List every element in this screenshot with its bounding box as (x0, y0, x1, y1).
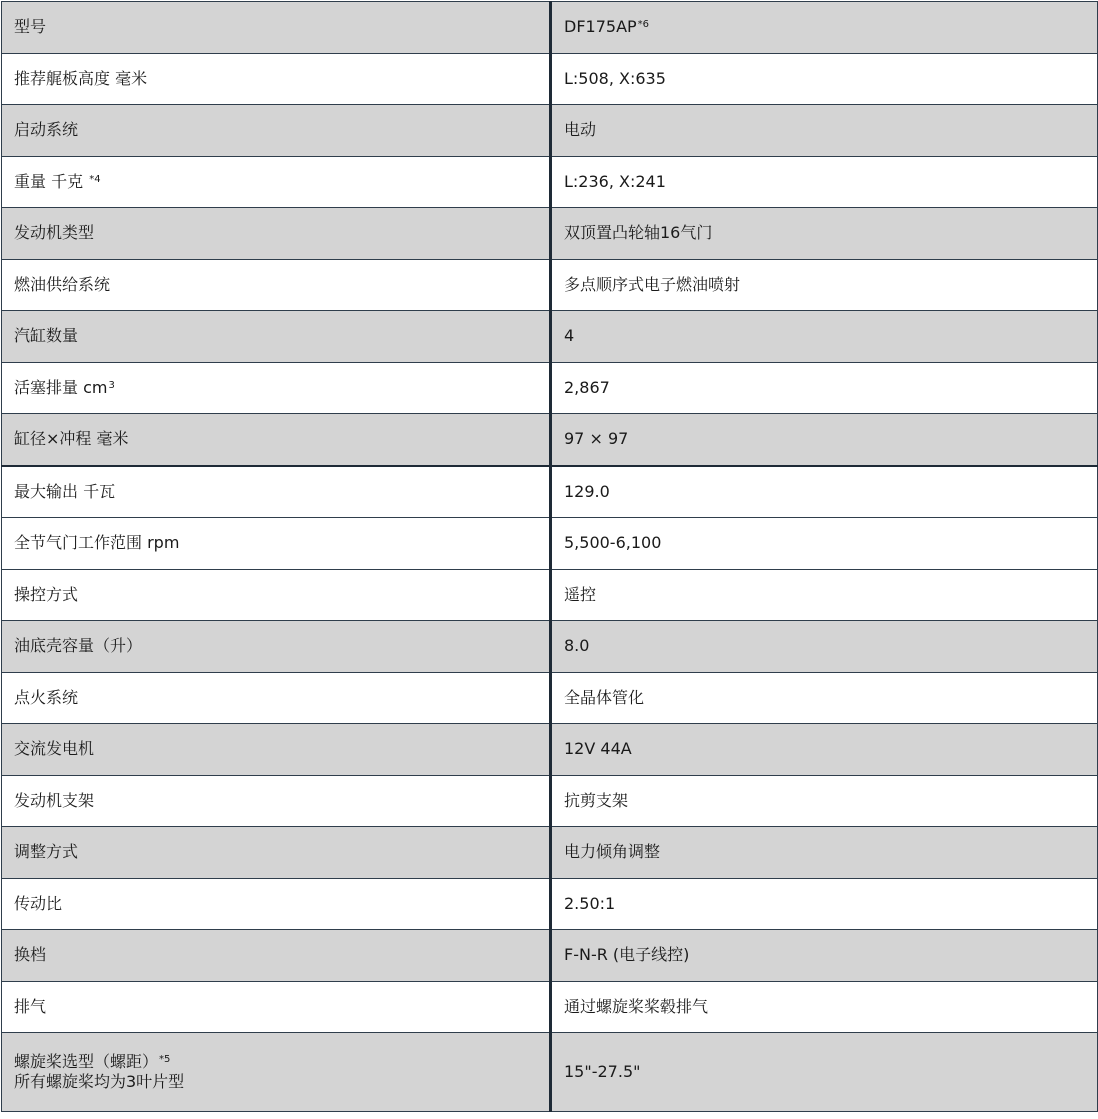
footnote-mark: *6 (637, 19, 650, 31)
spec-row-displacement (2, 362, 1098, 414)
row-value: 电动 (551, 105, 1098, 157)
spec-row-max-output (2, 466, 1098, 518)
row-value: 15"-27.5" (551, 1033, 1098, 1112)
row-label (2, 1033, 551, 1112)
row-value: 129.0 (551, 466, 1098, 518)
spec-row-gear-ratio (2, 878, 1098, 930)
spec-row-starting (2, 105, 1098, 157)
spec-row-rpm-range (2, 518, 1098, 570)
spec-row-bore-stroke (2, 414, 1098, 466)
spec-row-alternator (2, 724, 1098, 776)
weight-label: 重量 千克 (14, 171, 89, 191)
row-value: 全晶体管化 (551, 672, 1098, 724)
row-value: L:508, X:635 (551, 53, 1098, 105)
row-value: 8.0 (551, 621, 1098, 673)
row-label (2, 156, 551, 208)
row-value: L:236, X:241 (551, 156, 1098, 208)
row-value: 电力倾角调整 (551, 827, 1098, 879)
propeller-note: 所有螺旋桨均为3叶片型 (14, 1072, 185, 1091)
row-label: 传动比 (2, 878, 551, 930)
row-value: 双顶置凸轮轴16气门 (551, 208, 1098, 260)
spec-row-transom (2, 53, 1098, 105)
spec-row-engine-type (2, 208, 1098, 260)
row-label: 操控方式 (2, 569, 551, 621)
footnote-mark: *4 (89, 173, 101, 185)
row-label (2, 362, 551, 414)
spec-row-fuel (2, 259, 1098, 311)
spec-row-oil-pan (2, 621, 1098, 673)
row-label: 点火系统 (2, 672, 551, 724)
model-value: DF175AP (564, 17, 637, 37)
spec-row-ignition (2, 672, 1098, 724)
row-label: 发动机支架 (2, 775, 551, 827)
row-value: 12V 44A (551, 724, 1098, 776)
spec-row-control (2, 569, 1098, 621)
row-label: 调整方式 (2, 827, 551, 879)
spec-row-weight (2, 156, 1098, 208)
spec-row-mounting (2, 775, 1098, 827)
row-label: 排气 (2, 981, 551, 1033)
row-label: 燃油供给系统 (2, 259, 551, 311)
row-value: 遥控 (551, 569, 1098, 621)
unit-superscript: 3 (108, 379, 115, 391)
row-label: 最大输出 千瓦 (2, 466, 551, 518)
row-label: 发动机类型 (2, 208, 551, 260)
row-value: 5,500-6,100 (551, 518, 1098, 570)
row-label: 启动系统 (2, 105, 551, 157)
propeller-label: 螺旋桨选型（螺距） (14, 1052, 159, 1071)
row-value: F-N-R (电子线控) (551, 930, 1098, 982)
row-label: 油底壳容量（升） (2, 621, 551, 673)
spec-row-model (2, 2, 1098, 54)
spec-table (1, 1, 1098, 1112)
row-label: 缸径×冲程 毫米 (2, 414, 551, 466)
row-label: 推荐艉板高度 毫米 (2, 53, 551, 105)
row-label: 汽缸数量 (2, 311, 551, 363)
row-label: 型号 (2, 2, 551, 54)
row-value: 多点顺序式电子燃油喷射 (551, 259, 1098, 311)
row-label: 全节气门工作范围 rpm (2, 518, 551, 570)
displacement-label: 活塞排量 cm (14, 377, 108, 397)
row-value (551, 2, 1098, 54)
spec-row-cylinders (2, 311, 1098, 363)
spec-row-shift (2, 930, 1098, 982)
row-label: 换档 (2, 930, 551, 982)
row-value: 2.50:1 (551, 878, 1098, 930)
row-value: 抗剪支架 (551, 775, 1098, 827)
row-value: 通过螺旋桨桨毂排气 (551, 981, 1098, 1033)
row-value: 2,867 (551, 362, 1098, 414)
spec-row-trim (2, 827, 1098, 879)
spec-row-propeller (2, 1033, 1098, 1112)
spec-row-exhaust (2, 981, 1098, 1033)
row-value: 97 × 97 (551, 414, 1098, 466)
row-value: 4 (551, 311, 1098, 363)
row-label: 交流发电机 (2, 724, 551, 776)
footnote-mark: *5 (159, 1054, 171, 1065)
